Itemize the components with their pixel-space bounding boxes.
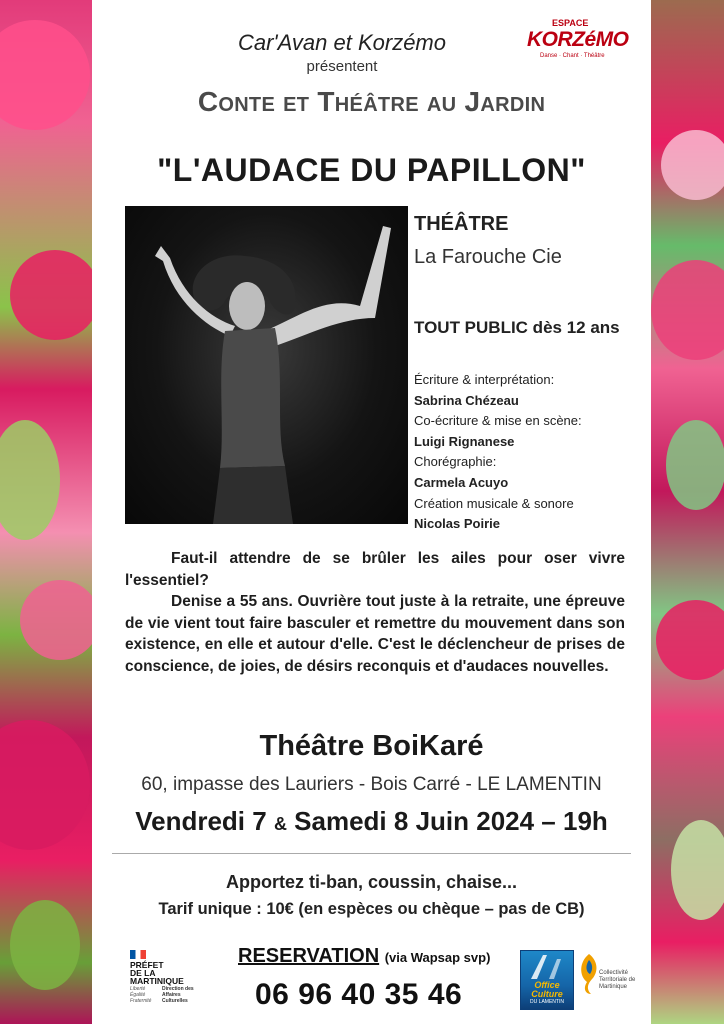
- venue-name: Théâtre BoiKaré: [259, 730, 484, 762]
- credit-role: Création musicale & sonore: [414, 495, 574, 511]
- korzemo-logo: [522, 18, 629, 62]
- credit-person: Carmela Acuyo: [414, 474, 509, 490]
- credit-person: Nicolas Poirie: [414, 516, 500, 532]
- synopsis: [125, 548, 625, 677]
- credit-role: Chorégraphie:: [414, 454, 497, 470]
- date-first: Vendredi 7: [135, 806, 267, 836]
- prefet-logo: [130, 950, 210, 1010]
- dac-label: Direction des Affaires Culturelles: [162, 986, 194, 1004]
- ctm-label: Collectivité Territoriale de Martinique: [599, 970, 636, 990]
- show-genre: THÉÂTRE: [414, 213, 509, 235]
- prefet-line: PRÉFET: [130, 960, 164, 970]
- flower-border-left: [0, 0, 92, 1024]
- divider: [112, 853, 631, 854]
- presenter-verb: présentent: [306, 58, 378, 75]
- office-culture-mark-icon: [521, 951, 573, 981]
- reservation-phone[interactable]: 06 96 40 35 46: [255, 978, 463, 1011]
- event-series-title: Conte et Théâtre au Jardin: [197, 86, 546, 117]
- prefet-line: MARTINIQUE: [130, 976, 184, 986]
- date-ampersand: &: [273, 814, 287, 834]
- office-culture-name: Office Culture: [531, 980, 563, 999]
- credit-role: Écriture & interprétation:: [414, 372, 555, 387]
- poster: [92, 0, 651, 1024]
- credit-person: Luigi Rignanese: [414, 433, 515, 449]
- price-info: Tarif unique : 10€ (en espèces ou chèque – pas de CB): [158, 900, 585, 918]
- dancer-silhouette-icon: [125, 206, 408, 524]
- event-dates: [92, 806, 651, 837]
- synopsis-question: Faut-il attendre de se brûler les ailes pour oser vivre l'essentiel?: [125, 550, 625, 589]
- audience-info: TOUT PUBLIC dès 12 ans: [414, 318, 620, 337]
- synopsis-paragraph: Denise a 55 ans. Ouvrière tout juste à la retraite, une épreuve de vie vient tout faire basculer et remettre du mouvement dans son existence, en elle et autour d'elle. C'est le déclencheur de prises de conscience, de joies, de désirs reconquis et d'audaces nouvelles.: [125, 593, 625, 675]
- ctm-mark-icon: [577, 952, 599, 996]
- french-flag-icon: [130, 950, 146, 959]
- bring-note: Apportez ti-ban, coussin, chaise...: [225, 872, 518, 892]
- date-second: Samedi 8 Juin 2024 – 19h: [294, 806, 608, 836]
- presenters: Car'Avan et Korzémo: [237, 30, 446, 55]
- reservation-heading: [238, 945, 490, 968]
- logo-tagline: Danse · Chant · Théâtre: [540, 53, 605, 59]
- show-title: "L'AUDACE DU PAPILLON": [157, 152, 586, 188]
- ctm-logo: [577, 950, 637, 1008]
- dancer-photo: [125, 206, 408, 524]
- credits-list: [414, 370, 649, 535]
- office-culture-sub: DU LAMENTIN: [530, 999, 564, 1005]
- venue-address: 60, impasse des Lauriers - Bois Carré - LE LAMENTIN: [141, 774, 602, 795]
- republic-motto: Liberté Égalité Fraternité: [130, 986, 152, 1004]
- office-culture-logo: [520, 950, 574, 1010]
- credit-person: Sabrina Chézeau: [414, 392, 519, 408]
- company-name: La Farouche Cie: [414, 246, 562, 268]
- logo-espace-text: ESPACE: [552, 18, 589, 28]
- flower-border-right: [651, 0, 724, 1024]
- logo-name-text: KORZéMO: [527, 28, 629, 51]
- prefet-line: DE LA: [130, 968, 156, 978]
- credit-role: Co-écriture & mise en scène:: [414, 413, 582, 429]
- reservation-via: (via Wapsap svp): [384, 950, 491, 965]
- reservation-label: RESERVATION: [238, 945, 380, 967]
